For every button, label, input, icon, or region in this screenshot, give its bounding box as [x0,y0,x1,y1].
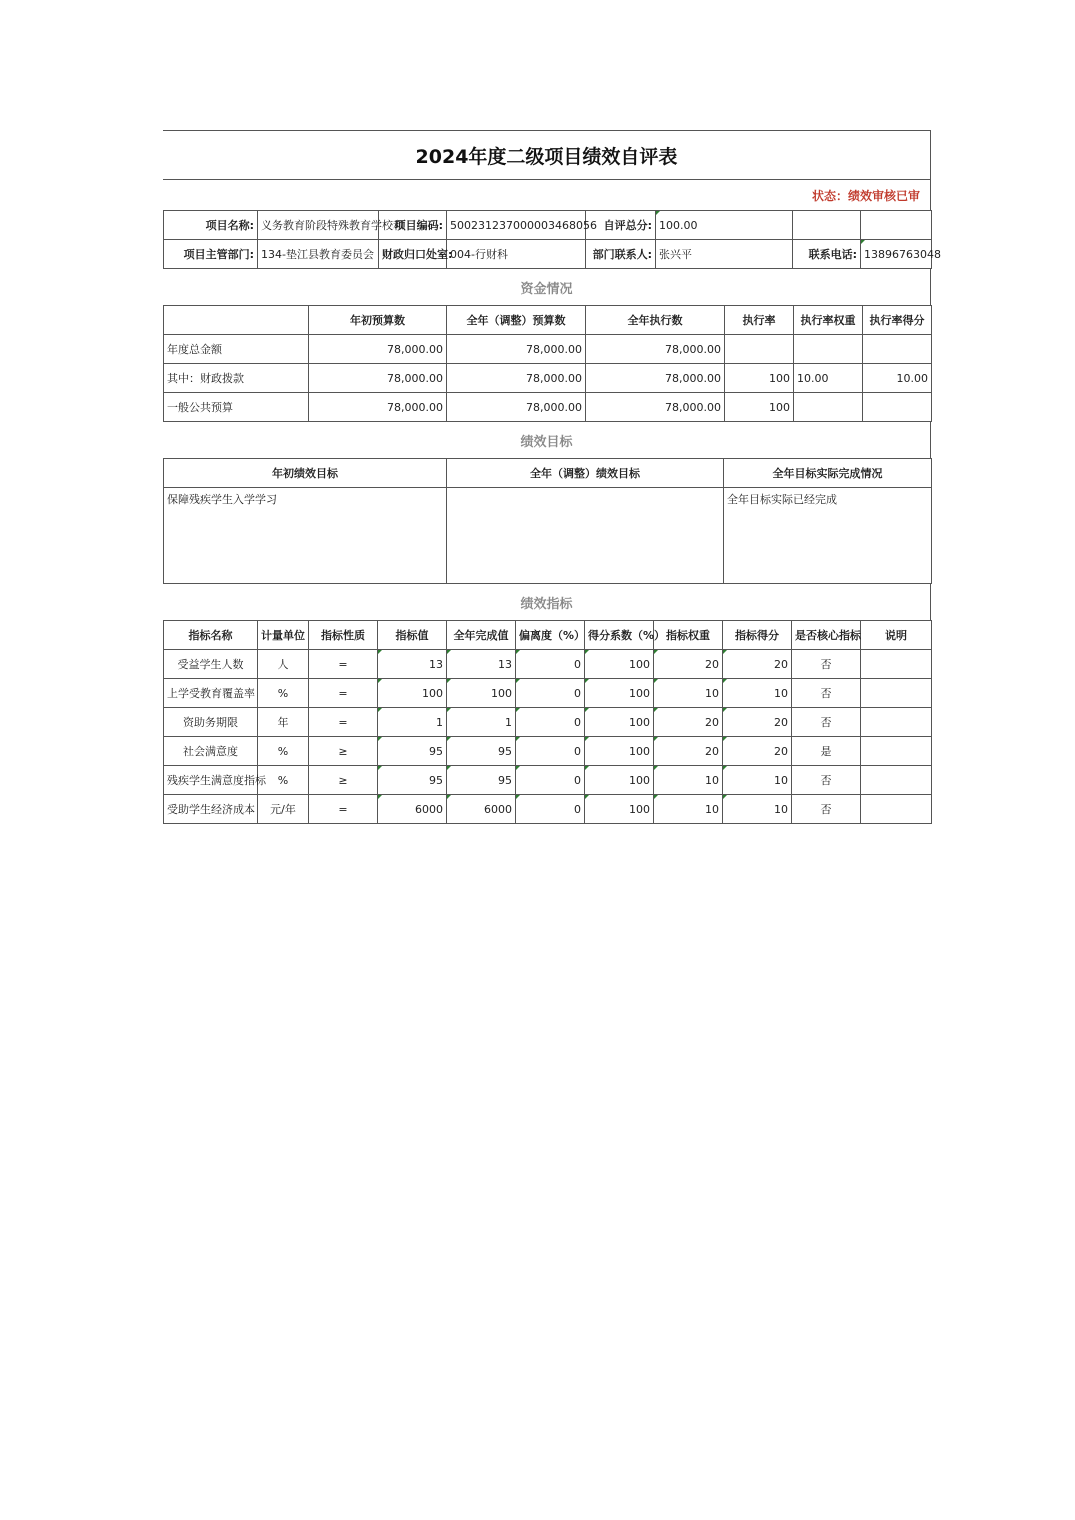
fund-adjusted: 78,000.00 [447,393,586,422]
funds-header: 执行率 [725,306,794,335]
indicator-score: 20 [723,737,792,766]
indicator-header: 指标值 [378,621,447,650]
indicator-weight: 20 [654,708,723,737]
indicator-core: 否 [792,766,861,795]
indicator-nature: = [309,650,378,679]
goal-initial: 保障残疾学生入学学习 [164,488,447,584]
indicator-name: 社会满意度 [164,737,258,766]
table-row [164,335,932,364]
indicator-header: 指标名称 [164,621,258,650]
fund-rate: 100 [725,393,794,422]
fund-rate [725,335,794,364]
table-row [164,708,932,737]
indicator-unit: % [258,737,309,766]
indicator-score: 20 [723,708,792,737]
indicators-section-title: 绩效指标 [163,584,931,620]
project-code-value: 500231237000003468056 [447,211,586,240]
finance-office-value: 004-行财科 [447,240,586,269]
indicator-header: 指标权重 [654,621,723,650]
indicator-note [861,766,932,795]
indicator-target: 13 [378,650,447,679]
indicator-coef: 100 [585,650,654,679]
indicator-target: 6000 [378,795,447,824]
self-score-label: 自评总分: [586,211,656,240]
funds-header: 执行率权重 [794,306,863,335]
indicator-unit: 元/年 [258,795,309,824]
page-title: 2024年度二级项目绩效自评表 [163,130,931,180]
table-row [164,679,932,708]
goals-table [163,458,932,584]
indicator-header: 指标得分 [723,621,792,650]
indicator-unit: 人 [258,650,309,679]
dept-label: 项目主管部门: [164,240,258,269]
indicator-nature: ≥ [309,737,378,766]
table-row [164,650,932,679]
fund-weight: 10.00 [794,364,863,393]
indicator-core: 否 [792,708,861,737]
fund-weight [794,393,863,422]
indicator-coef: 100 [585,679,654,708]
fund-adjusted: 78,000.00 [447,364,586,393]
fund-rate: 100 [725,364,794,393]
indicator-actual: 1 [447,708,516,737]
project-name-value: 义务教育阶段特殊教育学校和 [258,211,379,240]
indicator-coef: 100 [585,766,654,795]
table-row [164,795,932,824]
indicator-unit: % [258,766,309,795]
indicator-unit: % [258,679,309,708]
goal-actual: 全年目标实际已经完成 [724,488,932,584]
indicator-actual: 95 [447,737,516,766]
project-code-label: 项目编码: [379,211,447,240]
phone-label: 联系电话: [793,240,861,269]
indicator-weight: 20 [654,650,723,679]
indicator-deviation: 0 [516,795,585,824]
funds-header: 全年（调整）预算数 [447,306,586,335]
indicator-core: 否 [792,650,861,679]
indicator-name: 受益学生人数 [164,650,258,679]
indicator-weight: 10 [654,795,723,824]
indicator-score: 10 [723,766,792,795]
indicator-deviation: 0 [516,737,585,766]
indicator-target: 1 [378,708,447,737]
empty-cell [793,211,861,240]
goals-header: 全年（调整）绩效目标 [447,459,724,488]
indicator-name: 上学受教育覆盖率 [164,679,258,708]
goals-header: 年初绩效目标 [164,459,447,488]
fund-initial: 78,000.00 [309,335,447,364]
indicator-unit: 年 [258,708,309,737]
indicator-deviation: 0 [516,766,585,795]
indicator-note [861,650,932,679]
fund-adjusted: 78,000.00 [447,335,586,364]
goal-adjusted [447,488,724,584]
funds-header: 全年执行数 [586,306,725,335]
indicator-score: 10 [723,795,792,824]
indicator-name: 资助务期限 [164,708,258,737]
status-badge: 状态：绩效审核已审 [163,180,931,210]
fund-executed: 78,000.00 [586,393,725,422]
indicator-header: 是否核心指标 [792,621,861,650]
fund-score: 10.00 [863,364,932,393]
indicator-coef: 100 [585,795,654,824]
contact-value: 张兴平 [656,240,793,269]
indicator-deviation: 0 [516,708,585,737]
indicator-actual: 13 [447,650,516,679]
fund-initial: 78,000.00 [309,364,447,393]
indicator-score: 10 [723,679,792,708]
indicator-nature: = [309,795,378,824]
evaluation-sheet [163,130,941,824]
dept-value: 134-垫江县教育委员会 [258,240,379,269]
indicator-note [861,737,932,766]
fund-executed: 78,000.00 [586,335,725,364]
funds-header: 执行率得分 [863,306,932,335]
indicator-header: 全年完成值 [447,621,516,650]
indicator-header: 指标性质 [309,621,378,650]
indicator-actual: 95 [447,766,516,795]
indicator-header: 说明 [861,621,932,650]
indicator-name: 残疾学生满意度指标 [164,766,258,795]
indicator-score: 20 [723,650,792,679]
indicator-header: 得分系数（%） [585,621,654,650]
indicator-note [861,795,932,824]
fund-name: 其中：财政拨款 [164,364,309,393]
indicator-coef: 100 [585,708,654,737]
project-name-label: 项目名称: [164,211,258,240]
indicator-note [861,708,932,737]
funds-header [164,306,309,335]
indicator-nature: ≥ [309,766,378,795]
table-row [164,393,932,422]
indicator-coef: 100 [585,737,654,766]
indicator-target: 95 [378,766,447,795]
indicator-core: 否 [792,679,861,708]
table-row [164,737,932,766]
fund-score [863,335,932,364]
indicator-nature: = [309,708,378,737]
funds-header: 年初预算数 [309,306,447,335]
indicators-table [163,620,932,824]
phone-value: 13896763048 [861,240,932,269]
finance-office-label: 财政归口处室: [379,240,447,269]
goals-header: 全年目标实际完成情况 [724,459,932,488]
indicator-target: 100 [378,679,447,708]
indicator-deviation: 0 [516,679,585,708]
indicator-weight: 10 [654,766,723,795]
fund-name: 一般公共预算 [164,393,309,422]
table-row [164,488,932,584]
fund-name: 年度总金额 [164,335,309,364]
empty-cell [861,211,932,240]
indicator-header: 偏离度（%） [516,621,585,650]
funds-table [163,305,932,422]
indicator-core: 否 [792,795,861,824]
fund-executed: 78,000.00 [586,364,725,393]
indicator-target: 95 [378,737,447,766]
fund-weight [794,335,863,364]
goals-section-title: 绩效目标 [163,422,931,458]
table-row [164,766,932,795]
fund-score [863,393,932,422]
indicator-actual: 6000 [447,795,516,824]
project-info-table [163,210,941,269]
indicator-weight: 10 [654,679,723,708]
indicator-header: 计量单位 [258,621,309,650]
table-row [164,364,932,393]
self-score-value: 100.00 [656,211,793,240]
indicator-weight: 20 [654,737,723,766]
indicator-name: 受助学生经济成本 [164,795,258,824]
contact-label: 部门联系人: [586,240,656,269]
indicator-note [861,679,932,708]
fund-initial: 78,000.00 [309,393,447,422]
indicator-deviation: 0 [516,650,585,679]
indicator-nature: = [309,679,378,708]
indicator-actual: 100 [447,679,516,708]
indicator-core: 是 [792,737,861,766]
funds-section-title: 资金情况 [163,269,931,305]
